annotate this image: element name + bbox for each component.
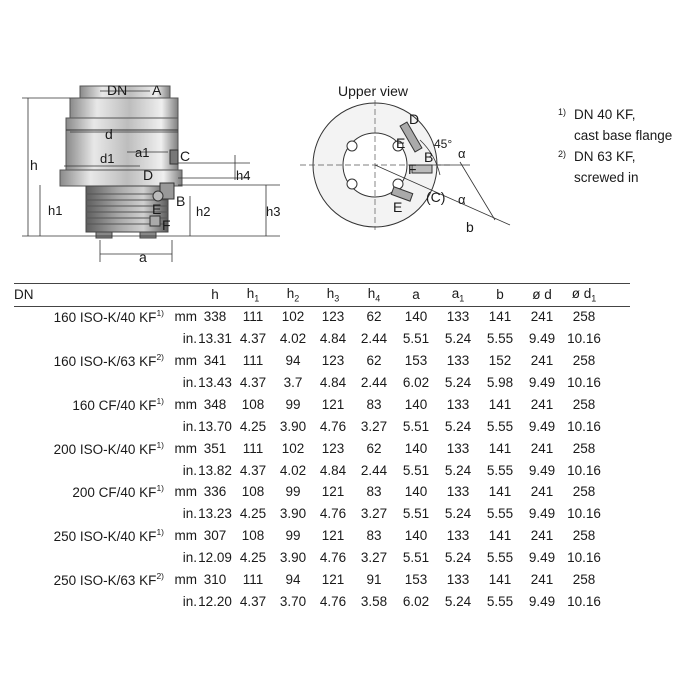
table-cell: 140 — [404, 396, 428, 412]
table-cell: 258 — [572, 353, 596, 369]
angle-label: 45° — [434, 137, 453, 151]
d1-label: d1 — [100, 151, 115, 166]
table-cell: 13.82 — [198, 462, 232, 478]
table-cell: 5.24 — [444, 462, 472, 478]
table-cell: 4.37 — [239, 462, 267, 478]
table-cell: 141 — [488, 396, 512, 412]
row-dn-name — [14, 328, 172, 350]
table-cell: 5.51 — [402, 462, 430, 478]
b-label: B — [176, 193, 186, 209]
table-cell: 4.37 — [239, 331, 267, 347]
upper-d-label: D — [409, 111, 420, 127]
table-cell: 133 — [446, 528, 470, 544]
table-cell: 10.16 — [567, 418, 601, 434]
table-cell: 94 — [285, 572, 301, 588]
row-dn-name — [14, 547, 172, 569]
table-cell: 123 — [321, 353, 345, 369]
table-cell: 10.16 — [567, 375, 601, 390]
table-cell: 258 — [572, 440, 596, 456]
table-row — [14, 350, 605, 372]
row-dn-name — [14, 459, 172, 481]
table-cell: 10.16 — [567, 331, 601, 347]
table-cell: 133 — [446, 484, 470, 500]
row-unit: mm — [174, 440, 197, 456]
table-cell: 9.49 — [528, 593, 556, 609]
table-cell: 341 — [203, 353, 227, 369]
footnote-text: DN 63 KF, — [574, 149, 636, 164]
table-row — [14, 481, 605, 503]
table-cell: 5.55 — [486, 593, 514, 609]
table-header-row — [14, 284, 605, 306]
table-row — [14, 590, 605, 612]
header-col: $a_1$ — [451, 286, 465, 304]
a1-label: a1 — [135, 145, 150, 160]
b-dim-label: b — [466, 219, 474, 235]
table-cell: 141 — [488, 572, 512, 588]
header-col: ø d — [532, 287, 552, 303]
h2-label: h2 — [196, 204, 211, 219]
table-row — [14, 503, 605, 525]
table-cell: 5.24 — [444, 418, 472, 434]
table-cell: 5.55 — [486, 506, 514, 522]
table-cell: 140 — [404, 528, 428, 544]
upper-f-label: F — [408, 161, 417, 177]
row-dn-name: 160 CF/40 KF$^{1)}$ — [72, 395, 164, 413]
header-col: ø $d_1$ — [571, 286, 597, 304]
upper-e-bottom-label: E — [393, 199, 403, 215]
footnote-1 — [558, 104, 672, 125]
table-row — [14, 437, 605, 459]
e-label: E — [152, 201, 162, 217]
table-cell: 102 — [281, 309, 305, 325]
table-cell: 121 — [321, 396, 345, 412]
table-cell: 5.51 — [402, 506, 430, 522]
table-cell: 4.37 — [239, 375, 267, 390]
table-cell: 141 — [488, 484, 512, 500]
footnote-2 — [558, 146, 672, 167]
a-label: a — [139, 249, 147, 265]
f-label: F — [162, 217, 171, 233]
table-cell: 9.49 — [528, 331, 556, 347]
table-cell: 13.31 — [198, 331, 232, 347]
table-cell: 140 — [404, 484, 428, 500]
table-cell: 121 — [321, 572, 345, 588]
table-cell: 4.84 — [319, 331, 347, 347]
row-unit: mm — [174, 484, 197, 500]
table-cell: 2.44 — [360, 331, 388, 347]
table-cell: 10.16 — [567, 550, 601, 566]
row-dn-name: 250 ISO-K/63 KF$^{2)}$ — [53, 571, 164, 589]
table-cell: 152 — [488, 353, 512, 369]
row-unit: mm — [174, 528, 197, 544]
alpha2-label: α — [458, 192, 466, 207]
table-cell: 258 — [572, 309, 596, 325]
table-cell: 140 — [404, 440, 428, 456]
row-unit: mm — [174, 572, 197, 588]
table-cell: 141 — [488, 440, 512, 456]
h3-label: h3 — [266, 204, 281, 219]
table-cell: 9.49 — [528, 506, 556, 522]
table-cell: 5.51 — [402, 418, 430, 434]
table-cell: 338 — [203, 309, 227, 325]
table-cell: 241 — [530, 309, 554, 325]
table-cell: 4.76 — [319, 550, 347, 566]
row-unit: in. — [182, 550, 197, 566]
table-cell: 10.16 — [567, 506, 601, 522]
table-cell: 12.20 — [198, 593, 232, 609]
table-cell: 5.24 — [444, 593, 472, 609]
row-dn-name: 160 ISO-K/63 KF$^{2)}$ — [53, 352, 164, 370]
table-cell: 6.02 — [402, 375, 430, 390]
table-cell: 4.76 — [319, 418, 347, 434]
table-cell: 83 — [366, 484, 382, 500]
table-cell: 4.37 — [239, 593, 267, 609]
table-cell: 3.27 — [360, 506, 388, 522]
table-cell: 3.90 — [279, 418, 307, 434]
table-cell: 4.84 — [319, 375, 347, 390]
table-cell: 123 — [321, 309, 345, 325]
table-cell: 94 — [285, 353, 301, 369]
table-cell: 4.25 — [239, 550, 267, 566]
pump-body — [66, 118, 178, 170]
table-cell: 351 — [203, 440, 227, 456]
table-cell: 13.70 — [198, 418, 232, 434]
table-row — [14, 372, 605, 394]
table-cell: 153 — [404, 353, 428, 369]
table-cell: 5.98 — [486, 375, 514, 390]
table-cell: 121 — [321, 484, 345, 500]
footnote-text: cast base flange — [574, 128, 673, 143]
footnote-text: DN 40 KF, — [574, 107, 636, 122]
table-cell: 133 — [446, 440, 470, 456]
upper-view-title: Upper view — [338, 83, 409, 99]
table-cell: 9.49 — [528, 375, 556, 390]
table-cell: 6.02 — [402, 593, 430, 609]
table-cell: 12.09 — [198, 550, 232, 566]
table-cell: 5.24 — [444, 375, 472, 390]
table-cell: 258 — [572, 484, 596, 500]
table-cell: 111 — [242, 440, 264, 456]
row-unit: mm — [174, 396, 197, 412]
table-cell: 4.25 — [239, 506, 267, 522]
table-row — [14, 306, 605, 328]
a-top-label: A — [152, 82, 162, 98]
table-cell: 153 — [404, 572, 428, 588]
row-unit: in. — [182, 506, 197, 522]
table-cell: 4.76 — [319, 506, 347, 522]
table-cell: 141 — [488, 528, 512, 544]
header-dn: DN — [14, 287, 34, 303]
table-cell: 4.02 — [279, 331, 307, 347]
table-cell: 241 — [530, 396, 554, 412]
row-dn-name — [14, 372, 172, 394]
row-dn-name — [14, 503, 172, 525]
row-unit: in. — [182, 331, 197, 347]
h-label: h — [30, 157, 38, 173]
row-unit: in. — [182, 375, 197, 390]
table-row — [14, 393, 605, 415]
table-cell: 2.44 — [360, 375, 388, 390]
table-cell: 91 — [366, 572, 382, 588]
table-cell: 102 — [281, 440, 305, 456]
row-unit: in. — [182, 593, 197, 609]
table-cell: 10.16 — [567, 593, 601, 609]
table-cell: 133 — [446, 572, 470, 588]
table-cell: 3.70 — [279, 593, 307, 609]
table-cell: 241 — [530, 353, 554, 369]
header-col: b — [496, 287, 504, 303]
table-cell: 307 — [203, 528, 227, 544]
row-dn-name: 250 ISO-K/40 KF$^{1)}$ — [53, 527, 164, 545]
table-cell: 13.23 — [198, 506, 232, 522]
h1-label: h1 — [48, 203, 63, 218]
table-cell: 10.16 — [567, 462, 601, 478]
table-cell: 3.27 — [360, 418, 388, 434]
table-cell: 99 — [285, 396, 301, 412]
table-cell: 3.58 — [360, 593, 388, 609]
table-cell: 4.76 — [319, 593, 347, 609]
h4-label: h4 — [236, 168, 251, 183]
table-row — [14, 525, 605, 547]
header-unit-spacer — [172, 284, 197, 306]
table-cell: 5.55 — [486, 550, 514, 566]
table-cell: 336 — [203, 484, 227, 500]
upper-b-label: B — [424, 149, 434, 165]
table-cell: 3.7 — [283, 375, 303, 390]
d-label: d — [105, 126, 113, 142]
table-cell: 348 — [203, 396, 227, 412]
table-cell: 99 — [285, 484, 301, 500]
table-cell: 108 — [241, 484, 265, 500]
table-cell: 141 — [488, 309, 512, 325]
table-cell: 111 — [242, 572, 264, 588]
footnote-number: 2) — [558, 149, 567, 159]
table-cell: 83 — [366, 528, 382, 544]
table-cell: 9.49 — [528, 418, 556, 434]
header-col: $h_1$ — [246, 286, 260, 304]
header-col: a — [412, 287, 420, 303]
table-cell: 3.90 — [279, 506, 307, 522]
footnote-2-line-2 — [558, 167, 672, 188]
table-row — [14, 569, 605, 591]
footnote-text: screwed in — [574, 170, 639, 185]
header-col: $h_4$ — [367, 286, 381, 304]
footnote-number: 1) — [558, 107, 567, 117]
header-col: $h_3$ — [326, 286, 340, 304]
table-cell: 241 — [530, 484, 554, 500]
table-cell: 62 — [366, 353, 382, 369]
table-cell: 123 — [321, 440, 345, 456]
table-cell: 108 — [241, 528, 265, 544]
table-cell: 4.25 — [239, 418, 267, 434]
table-cell: 62 — [366, 440, 382, 456]
row-dn-name: 200 CF/40 KF$^{1)}$ — [72, 483, 164, 501]
alpha1-label: α — [458, 146, 466, 161]
table-cell: 62 — [366, 309, 382, 325]
row-unit: mm — [174, 309, 197, 325]
table-cell: 5.55 — [486, 418, 514, 434]
upper-view-drawing — [300, 100, 550, 250]
table-cell: 13.43 — [198, 375, 232, 390]
table-cell: 3.27 — [360, 550, 388, 566]
table-cell: 9.49 — [528, 462, 556, 478]
table-cell: 133 — [446, 396, 470, 412]
upper-c-label: (C) — [426, 189, 446, 205]
table-cell: 5.55 — [486, 331, 514, 347]
table-cell: 9.49 — [528, 550, 556, 566]
footnotes — [558, 104, 672, 188]
table-cell: 5.24 — [444, 331, 472, 347]
d-port-label: D — [143, 167, 154, 183]
table-cell: 5.51 — [402, 331, 430, 347]
table-cell: 5.24 — [444, 550, 472, 566]
table-row — [14, 459, 605, 481]
table-cell: 310 — [203, 572, 227, 588]
table-cell: 3.90 — [279, 550, 307, 566]
table-cell: 111 — [242, 309, 264, 325]
table-cell: 140 — [404, 309, 428, 325]
table-cell: 258 — [572, 572, 596, 588]
table-cell: 121 — [321, 528, 345, 544]
table-cell: 258 — [572, 396, 596, 412]
header-col: h — [211, 287, 219, 303]
footnote-1-line-2 — [558, 125, 672, 146]
side-view-drawing — [0, 0, 330, 270]
table-cell: 4.02 — [279, 462, 307, 478]
table-cell: 99 — [285, 528, 301, 544]
row-dn-name — [14, 590, 172, 612]
row-dn-name: 200 ISO-K/40 KF$^{1)}$ — [53, 439, 164, 457]
upper-e-top-label: E — [396, 135, 406, 151]
c-label: C — [180, 148, 191, 164]
table-row — [14, 415, 605, 437]
table-cell: 83 — [366, 396, 382, 412]
table-cell: 241 — [530, 440, 554, 456]
table-cell: 241 — [530, 528, 554, 544]
header-col: $h_2$ — [286, 286, 300, 304]
table-cell: 241 — [530, 572, 554, 588]
row-unit: in. — [182, 462, 197, 478]
table-cell: 133 — [446, 353, 470, 369]
row-dn-name: 160 ISO-K/40 KF$^{1)}$ — [53, 308, 164, 326]
table-cell: 133 — [446, 309, 470, 325]
row-dn-name — [14, 415, 172, 437]
table-row — [14, 328, 605, 350]
table-cell: 5.55 — [486, 462, 514, 478]
table-cell: 258 — [572, 528, 596, 544]
table-cell: 2.44 — [360, 462, 388, 478]
table-cell: 4.84 — [319, 462, 347, 478]
table-row — [14, 547, 605, 569]
table-cell: 108 — [241, 396, 265, 412]
dimensions-table — [14, 284, 605, 612]
table-cell: 5.24 — [444, 506, 472, 522]
dn-label: DN — [107, 82, 128, 98]
table-cell: 111 — [242, 353, 264, 369]
table-cell: 5.51 — [402, 550, 430, 566]
row-unit: in. — [182, 418, 197, 434]
row-unit: mm — [174, 353, 197, 369]
